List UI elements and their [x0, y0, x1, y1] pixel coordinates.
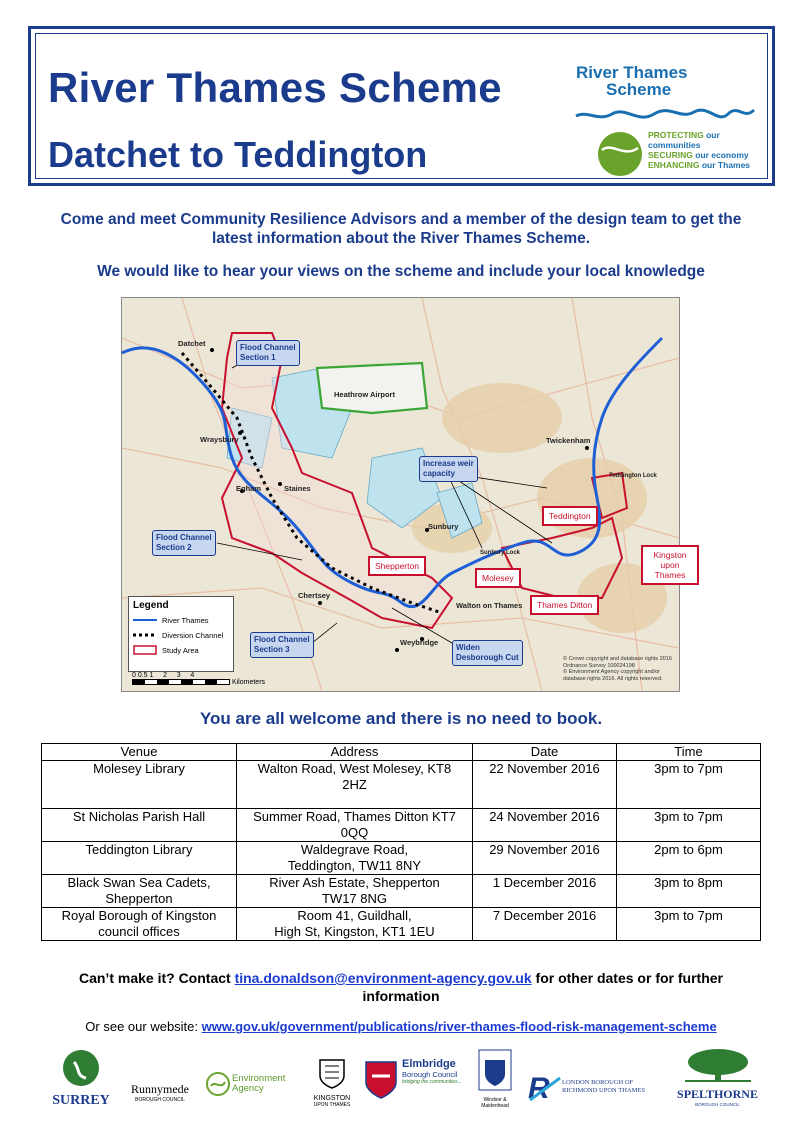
study-label-thames-ditton: Thames Ditton	[530, 595, 599, 615]
legend-diversion: Diversion Channel	[162, 630, 224, 640]
callout-widen-desborough-cut: Widen Desborough Cut	[452, 640, 523, 666]
study-label-shepperton: Shepperton	[368, 556, 426, 576]
table-row: Royal Borough of Kingston council offices Room 41, Guildhall, High St, Kingston, KT1 1EU 7 December 2016 3pm to 7pm	[42, 908, 761, 941]
callout-flood-channel-section-1: Flood Channel Section 1	[236, 340, 300, 366]
runnymede-logo: Runnymede BOROUGH COUNCIL	[131, 1082, 189, 1103]
river-thames-scheme-logo	[568, 58, 758, 168]
legend-river: River Thames	[162, 615, 209, 625]
partner-logos	[40, 1048, 765, 1112]
place-staines: Staines	[284, 484, 311, 493]
windsor-crest-icon	[475, 1048, 515, 1092]
callout-flood-channel-section-2: Flood Channel Section 2	[152, 530, 216, 556]
place-teddington-lock: Teddington Lock	[609, 473, 657, 479]
richmond-logo: R LONDON BOROUGH OF RICHMOND UPON THAMES	[528, 1072, 645, 1105]
spelthorne-tree-icon	[683, 1048, 753, 1082]
surrey-logo: SURREY	[46, 1048, 116, 1109]
callout-increase-weir-capacity: Increase weir capacity	[419, 456, 478, 482]
svg-text:R: R	[528, 1072, 550, 1105]
table-row: Teddington Library Waldegrave Road, Teddington, TW11 8NY 29 November 2016 2pm to 6pm	[42, 842, 761, 875]
contact-email-link[interactable]: tina.donaldson@environment-agency.gov.uk	[234, 970, 532, 986]
study-label-molesey: Molesey	[475, 568, 521, 588]
windsor-maidenhead-logo: Windsor & Maidenhead	[472, 1048, 518, 1109]
logo-tagline: PROTECTING our communities SECURING our economy ENHANCING our Thames	[648, 130, 751, 170]
place-sunbury-lock: Sunbury Lock	[480, 550, 521, 556]
kingston-crest-icon	[317, 1056, 347, 1090]
logo-wordmark: River Thames Scheme	[576, 63, 688, 99]
spelthorne-logo: SPELTHORNE BOROUGH COUNCIL	[670, 1048, 765, 1107]
intro-views-text: We would like to hear your views on the scheme and include your local knowledge	[97, 263, 705, 280]
study-label-kingston: Kingston upon Thames	[641, 545, 699, 585]
kingston-logo: KINGSTON UPON THAMES	[304, 1056, 360, 1108]
events-table	[41, 743, 761, 941]
header-time: Time	[617, 744, 761, 761]
map-copyright: © Crown copyright and database rights 2016 Ordnance Survey 100024198 © Environment Agency copyright and/or database rights 2016. All rights reserved.	[563, 656, 672, 682]
legend-study-area: Study Area	[133, 644, 229, 656]
header-date: Date	[473, 744, 617, 761]
header-box	[28, 26, 775, 186]
place-wraysbury: Wraysbury	[200, 435, 239, 444]
page-title: River Thames Scheme	[48, 64, 502, 111]
header-address: Address	[237, 744, 473, 761]
place-chertsey: Chertsey	[298, 591, 331, 600]
place-datchet: Datchet	[178, 339, 206, 348]
welcome-text: You are all welcome and there is no need to book.	[199, 709, 603, 728]
scheme-map	[121, 297, 687, 692]
place-sunbury: Sunbury	[428, 522, 459, 531]
map-legend: Legend River Thames Diversion Channel Study Area	[128, 596, 234, 672]
surrey-oak-icon	[56, 1048, 106, 1088]
header-inner-border	[35, 33, 768, 179]
map-scale-bar: 0 0.5 1 2 3 4 Kilometers	[132, 672, 266, 686]
study-label-teddington: Teddington	[542, 506, 598, 526]
table-row: Molesey Library Walton Road, West Molesey, KT8 2HZ 22 November 2016 3pm to 7pm	[42, 761, 761, 809]
website-link[interactable]: www.gov.uk/government/publications/river-thames-flood-risk-management-scheme	[201, 1019, 717, 1034]
place-egham: Egham	[236, 484, 262, 493]
intro-text: Come and meet Community Resilience Advisors and a member of the design team to get the latest information about the River Thames Scheme.	[60, 211, 742, 247]
place-heathrow: Heathrow Airport	[334, 390, 395, 399]
callout-flood-channel-section-3: Flood Channel Section 3	[250, 632, 314, 658]
table-row: St Nicholas Parish Hall Summer Road, Thames Ditton KT7 0QQ 24 November 2016 3pm to 7pm	[42, 809, 761, 842]
elmbridge-crest-icon	[362, 1058, 400, 1102]
elmbridge-logo: Elmbridge Borough Council bridging the communities...	[362, 1058, 470, 1102]
table-row: Black Swan Sea Cadets, Shepperton River Ash Estate, Shepperton TW17 8NG 1 December 2016 3pm to 8pm	[42, 875, 761, 908]
header-venue: Venue	[42, 744, 237, 761]
place-walton: Walton on Thames	[456, 601, 523, 610]
website-text: Or see our website: www.gov.uk/government/publications/river-thames-flood-risk-management-scheme	[85, 1019, 717, 1034]
page-subtitle: Datchet to Teddington	[48, 134, 428, 175]
environment-agency-icon	[206, 1072, 230, 1096]
place-weybridge: Weybridge	[400, 638, 439, 647]
table-header-row	[42, 744, 761, 761]
richmond-r-icon	[526, 1072, 562, 1105]
contact-text: Can’t make it? Contact tina.donaldson@environment-agency.gov.uk for other dates or for further information	[78, 970, 723, 1004]
environment-agency-logo: Environment Agency	[206, 1072, 296, 1096]
place-twickenham: Twickenham	[546, 436, 591, 445]
